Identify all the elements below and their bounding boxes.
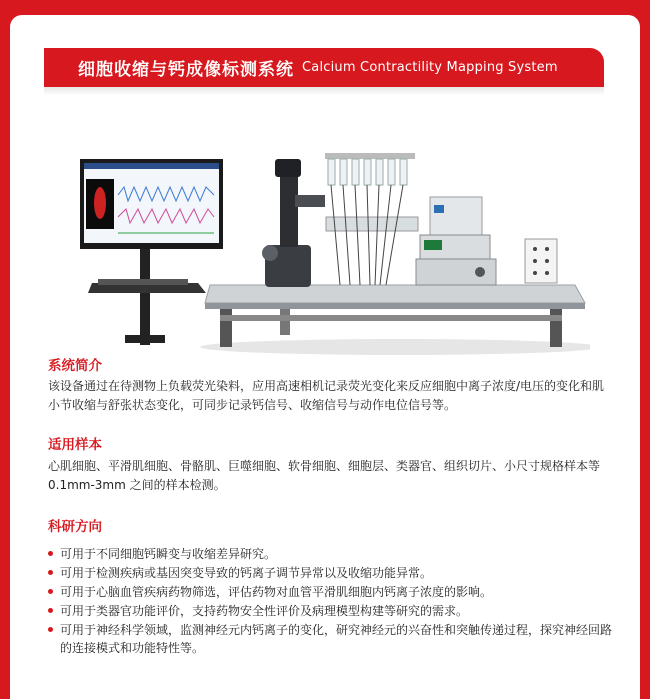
control-unit-top [430, 197, 482, 235]
red-dot-icon [48, 627, 53, 632]
red-dot-icon [48, 608, 53, 613]
syringe-array [328, 159, 407, 185]
intro-text: 该设备通过在待测物上负载荧光染料，应用高速相机记录荧光变化来反应细胞中离子浓度/电压的变化和肌小节收缩与舒张状态变化，可同步记录钙信号、收缩信号与动作电位信号等。 [48, 379, 605, 412]
syringe-rack [325, 153, 415, 159]
microscope-body [280, 175, 298, 247]
perfusion-tubes [331, 185, 403, 285]
table-edge [205, 303, 585, 309]
list-item: 可用于不同细胞钙瞬变与收缩差异研究。 [48, 545, 613, 563]
title-banner [44, 48, 604, 87]
microscope-knob [262, 245, 278, 261]
research-list [48, 545, 613, 658]
product-illustration [70, 135, 590, 357]
intro-heading: 系统简介 [48, 358, 102, 374]
keyboard [98, 279, 188, 285]
microscope-camera [275, 159, 301, 177]
table-shadow [200, 339, 590, 355]
stimulator-box [525, 239, 557, 283]
table-leg-right [550, 305, 562, 347]
page-title-english: Calcium Contractility Mapping System [302, 60, 558, 75]
red-dot-icon [48, 551, 53, 556]
samples-text: 心肌细胞、平滑肌细胞、骨骼肌、巨噬细胞、软骨细胞、细胞层、类器官、组织切片、小尺寸规格样本等0.1mm-3mm 之间的样本检测。 [48, 459, 601, 492]
list-item: 可用于心脑血管疾病药物筛选，评估药物对血管平滑肌细胞内钙离子浓度的影响。 [48, 583, 613, 601]
red-dot-icon [48, 570, 53, 575]
research-heading: 科研方向 [48, 519, 102, 535]
list-item: 可用于类器官功能评价，支持药物安全性评价及病理模型构建等研究的需求。 [48, 602, 613, 620]
content-card [10, 15, 640, 699]
red-dot-icon [48, 589, 53, 594]
monitor-base [125, 335, 165, 343]
table-leg-left [220, 305, 232, 347]
table-top [205, 285, 585, 303]
table-rail [220, 315, 562, 321]
valve-manifold [326, 217, 418, 231]
title-shadow [44, 87, 604, 95]
samples-heading: 适用样本 [48, 437, 102, 453]
list-item: 可用于检测疾病或基因突变导致的钙离子调节异常以及收缩功能异常。 [48, 564, 613, 582]
page-title: 细胞收缩与钙成像标测系统 [78, 60, 294, 80]
list-item: 可用于神经科学领域，监测神经元内钙离子的变化，研究神经元的兴奋性和突触传递过程，探究神经回路的连接模式和功能特性等。 [48, 621, 613, 657]
